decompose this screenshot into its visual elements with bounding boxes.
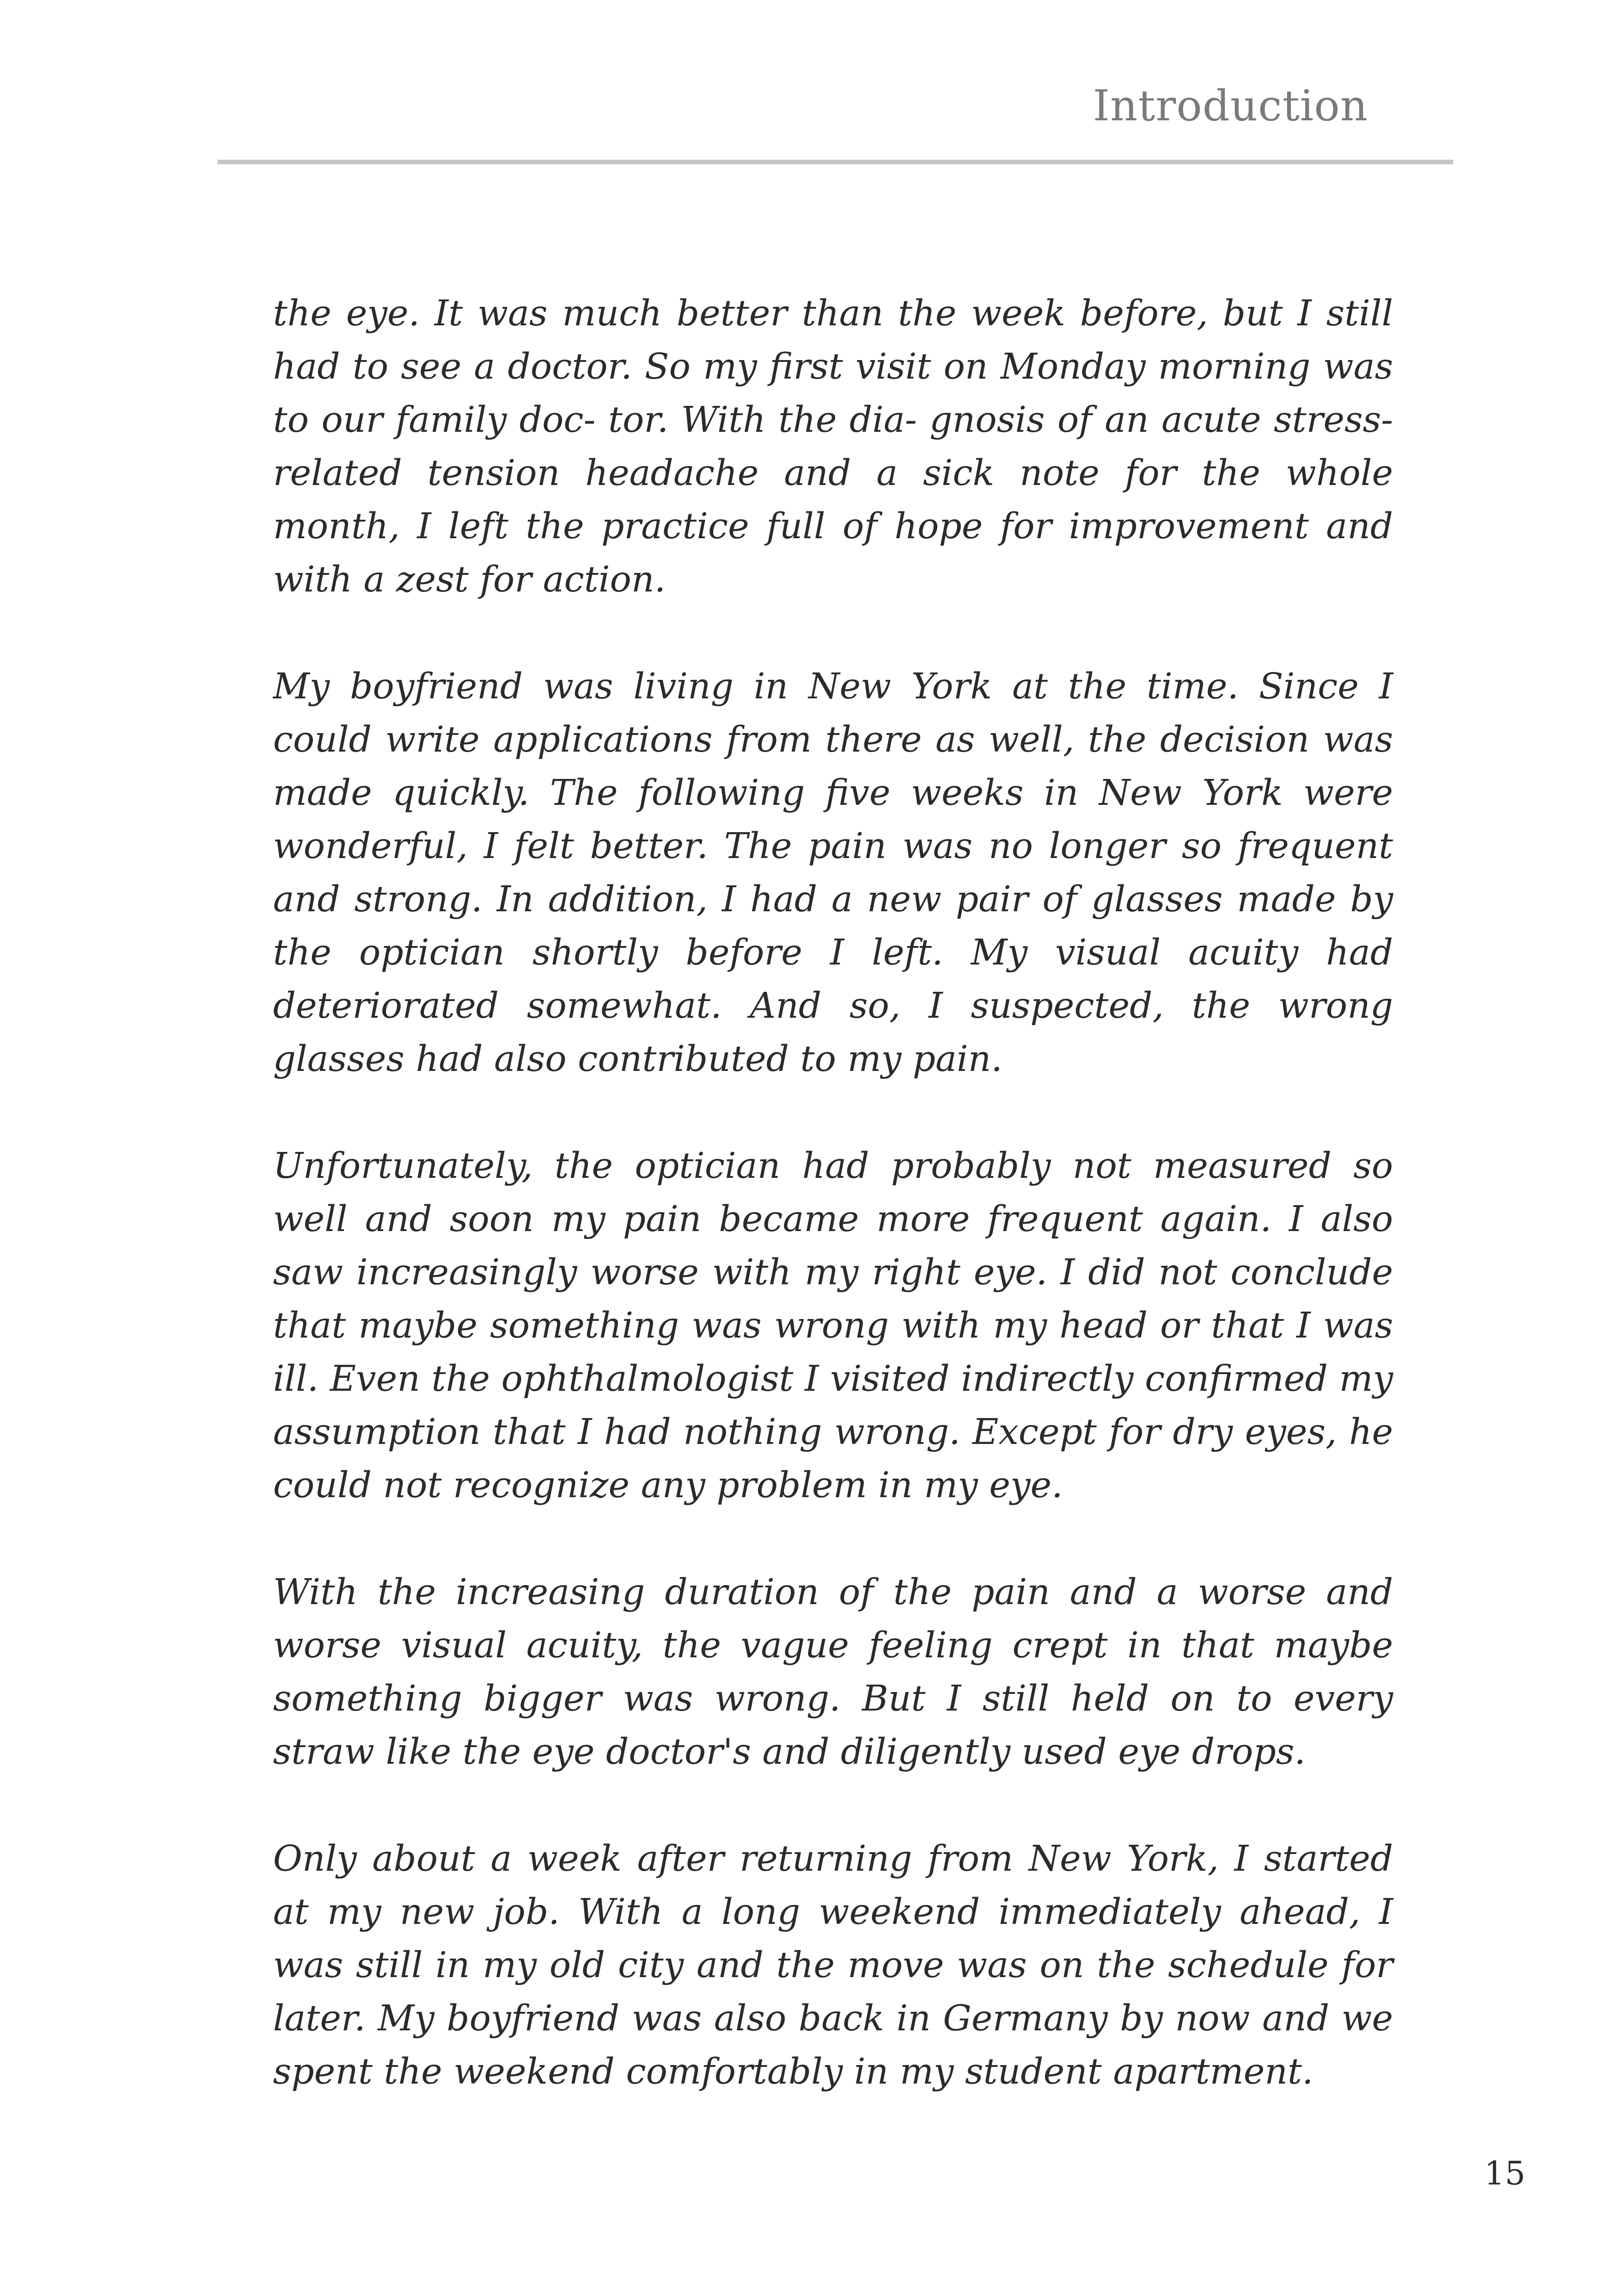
body-text	[273, 287, 1393, 2098]
paragraph-1: the eye. It was much better than the week before, but I still had to see a doctor. So my first visit on Monday morning was to our family doc- tor. With the dia- gnosis of an acute stress-related tension headache and a sick note for the whole month, I left the practice full of hope for improvement and with a zest for action.	[273, 293, 1393, 600]
paragraph-5: Only about a week after returning from New York, I started at my new job. With a long weekend immediately ahead, I was still in my old city and the move was on the schedule for later. My boyfriend was also back in Germany by now and we spent the weekend comfortably in my student apartment.	[273, 1838, 1393, 2092]
running-header-title: Introduction	[1093, 81, 1368, 131]
paragraph-3: Unfortunately, the optician had probably not measured so well and soon my pain became more frequent again. I also saw increasingly worse with my right eye. I did not conclude that maybe something was wrong with my head or that I was ill. Even the ophthalmologist I visited indirectly confirmed my assumption that I had nothing wrong. Except for dry eyes, he could not recognize any problem in my eye.	[273, 1145, 1393, 1506]
page-number: 15	[1484, 2154, 1525, 2192]
paragraph-2: My boyfriend was living in New York at the time. Since I could write applications from there as well, the decision was made quickly. The following five weeks in New York were wonderful, I felt better. The pain was no longer so frequent and strong. In addition, I had a new pair of glasses made by the optician shortly before I left. My visual acuity had deteriorated somewhat. And so, I suspected, the wrong glasses had also contributed to my pain.	[273, 666, 1393, 1080]
paragraph-4: With the increasing duration of the pain and a worse and worse visual acuity, the vague feeling crept in that maybe something bigger was wrong. But I still held on to every straw like the eye doctor's and diligently used eye drops.	[273, 1572, 1393, 1773]
header-divider	[218, 160, 1453, 164]
